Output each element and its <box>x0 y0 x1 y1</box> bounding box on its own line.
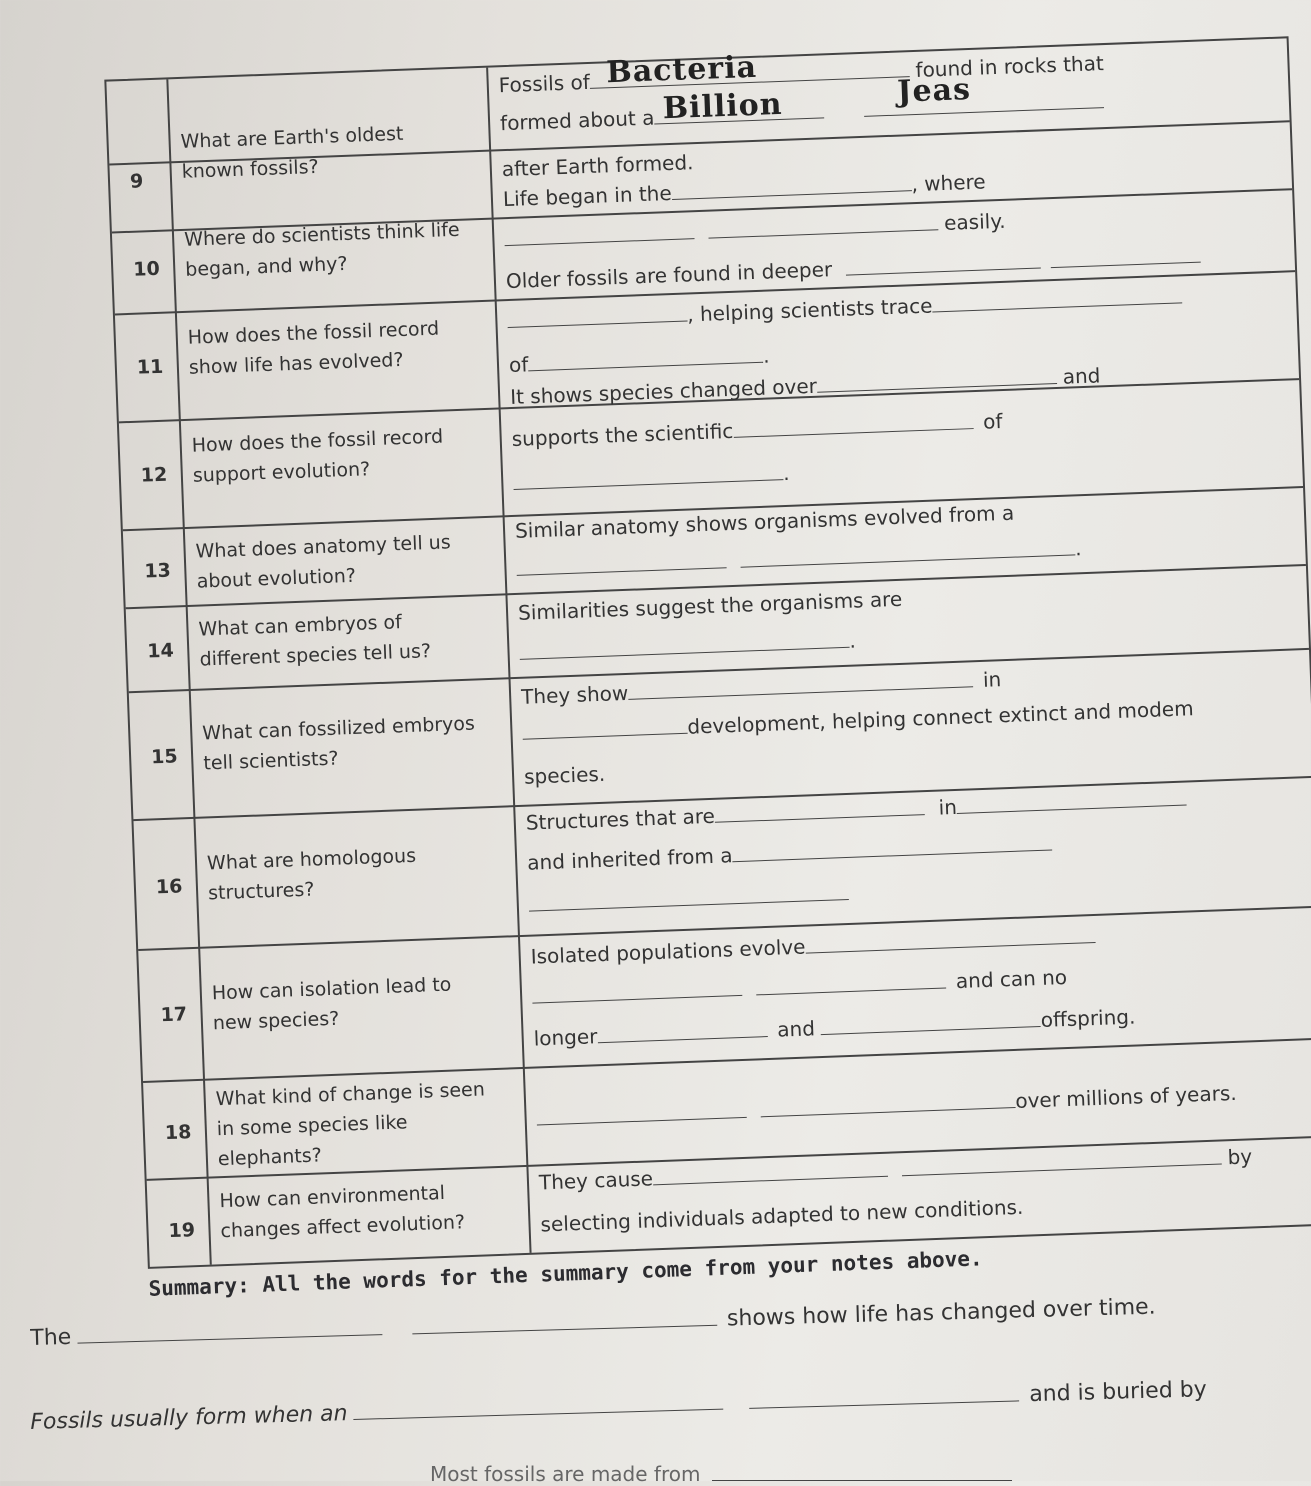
answer-line: Fossils offound in rocks that <box>498 51 1105 98</box>
row-number: 12 <box>140 463 168 487</box>
row-number: 16 <box>155 875 183 899</box>
answer-line: supports the scientific of <box>511 409 1003 451</box>
answer-line: species. <box>523 761 606 789</box>
answer-line: formed about a <box>500 89 1105 135</box>
question-table <box>104 36 1311 1269</box>
handwritten-answer: Jeas <box>896 71 972 110</box>
question-text: How does the fossil record support evolution? <box>191 425 444 487</box>
worksheet <box>40 0 1311 1307</box>
question-text: How can environmental changes affect evolution? <box>219 1181 466 1243</box>
row-number: 13 <box>143 559 172 583</box>
answer-line: Isolated populations evolve <box>530 924 1095 969</box>
answer-line: after Earth formed. <box>501 150 694 182</box>
question-text: How does the fossil record show life has evolved? <box>187 317 440 379</box>
row-number: 17 <box>160 1003 188 1027</box>
answer-line: of . <box>508 343 770 378</box>
question-text: What are homologous structures? <box>206 844 417 905</box>
answer-line: . <box>516 536 1082 581</box>
answer-line: longer and offspring. <box>533 1004 1136 1051</box>
row-number: 10 <box>132 257 161 281</box>
answer-line: . <box>513 461 790 495</box>
answer-line: They causeby <box>538 1144 1253 1195</box>
summary-heading: Summary: All the words for the summary come from your notes above. <box>148 1246 983 1301</box>
row-number: 11 <box>136 355 164 379</box>
answer-line: development, helping connect extinct and modem <box>522 696 1194 745</box>
answer-line: . <box>519 629 856 665</box>
question-text: What are Earth's oldest known fossils? <box>180 122 404 183</box>
row-number: 14 <box>146 639 175 663</box>
question-text: What can embryos of different species tell us? <box>198 611 432 671</box>
answer-line: They showin <box>520 667 1002 709</box>
question-text: What can fossilized embryos tell scientists? <box>201 712 476 775</box>
question-text: What does anatomy tell us about evolution? <box>195 531 452 593</box>
answer-line: Similar anatomy shows organisms evolved from a <box>514 500 1015 543</box>
answer-line: and inherited from a <box>527 831 1053 874</box>
row-divider <box>143 1038 1311 1083</box>
row-number: 19 <box>168 1219 196 1243</box>
answer-line: Older fossils are found in deeper <box>506 244 1202 293</box>
answer-line: It shows species changed over and <box>509 363 1101 410</box>
question-text: How can isolation lead to new species? <box>211 973 452 1035</box>
row-number: 18 <box>164 1121 192 1145</box>
handwritten-answer: Billion <box>662 86 784 127</box>
row-number: 15 <box>150 745 179 769</box>
cut-off-line: Most fossils are made from <box>430 1462 1012 1486</box>
summary-line-2: Fossils usually form when anand is buried by <box>30 1377 1208 1435</box>
answer-line: Life began in the , where <box>502 169 987 212</box>
question-text: What kind of change is seen in some species like elephants? <box>215 1078 486 1171</box>
row-number: 9 <box>129 170 144 193</box>
answer-line: , helping scientists trace <box>507 284 1183 333</box>
question-text: Where do scientists think life began, and why? <box>183 218 460 281</box>
answer-line: Structures that are in <box>525 787 1187 835</box>
answer-line: and can no <box>532 965 1068 1009</box>
answer-line <box>528 881 849 917</box>
answer-line: over millions of years. <box>536 1081 1237 1131</box>
answer-line: easily. <box>504 209 1006 251</box>
summary-line-1: Theshows how life has changed over time. <box>30 1294 1156 1351</box>
handwritten-answer: Bacteria <box>605 49 758 91</box>
answer-line: Similarities suggest the organisms are <box>517 586 903 625</box>
answer-line: selecting individuals adapted to new conditions. <box>540 1194 1024 1237</box>
